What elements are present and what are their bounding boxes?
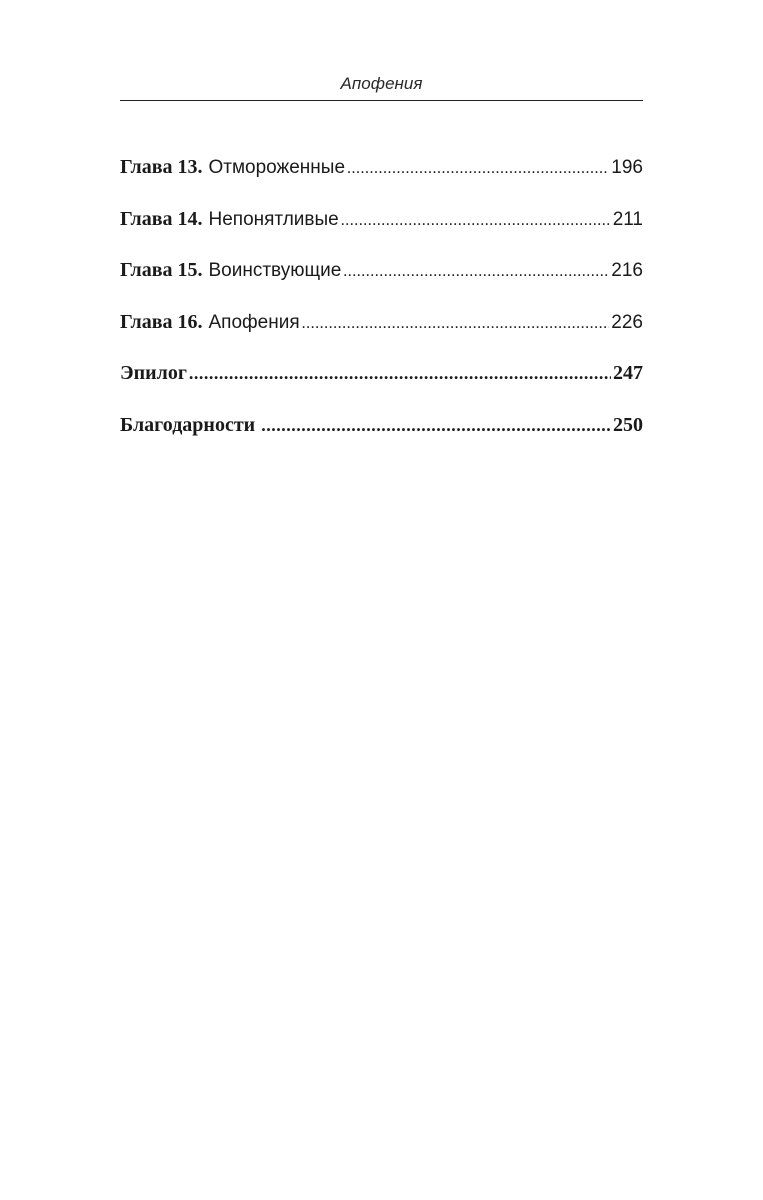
toc-page-number: 196 [611, 157, 643, 178]
toc-page-number: 247 [613, 362, 643, 384]
toc-chapter-label: Глава 16. [120, 310, 203, 333]
toc-chapter-title: Непонятливые [208, 208, 339, 230]
toc-chapter-label: Глава 14. [120, 207, 203, 230]
toc-entry-chapter-13[interactable] [120, 153, 643, 205]
dot-leader [189, 359, 611, 387]
toc-chapter-label: Глава 15. [120, 259, 203, 281]
toc-entry-epilogue[interactable] [120, 359, 643, 411]
dot-leader [341, 207, 611, 235]
toc-chapter-title: Отмороженные [208, 157, 346, 178]
dot-leader [261, 411, 611, 439]
toc-page-number: 211 [612, 208, 643, 230]
header-rule [120, 100, 643, 101]
toc-entry-chapter-15[interactable] [120, 256, 643, 308]
toc-chapter-title: Апофения [208, 311, 300, 333]
toc-chapter-title: Воинствующие [208, 260, 342, 281]
toc-page-number: 216 [611, 260, 643, 281]
dot-leader [347, 155, 609, 183]
toc-section-label: Эпилог [120, 362, 187, 384]
toc-page-number: 226 [611, 311, 643, 333]
dot-leader [343, 258, 609, 286]
toc-entry-chapter-16[interactable] [120, 308, 643, 360]
running-head: Апофения [340, 74, 423, 93]
toc-chapter-label: Глава 13. [120, 156, 203, 178]
toc-entry-chapter-14[interactable] [120, 205, 643, 257]
toc-entry-acknowledgements[interactable] [120, 411, 643, 463]
dot-leader [302, 310, 610, 338]
toc-page-number: 250 [613, 413, 643, 436]
toc-section-label: Благодарности [120, 413, 256, 436]
table-of-contents [120, 153, 643, 462]
